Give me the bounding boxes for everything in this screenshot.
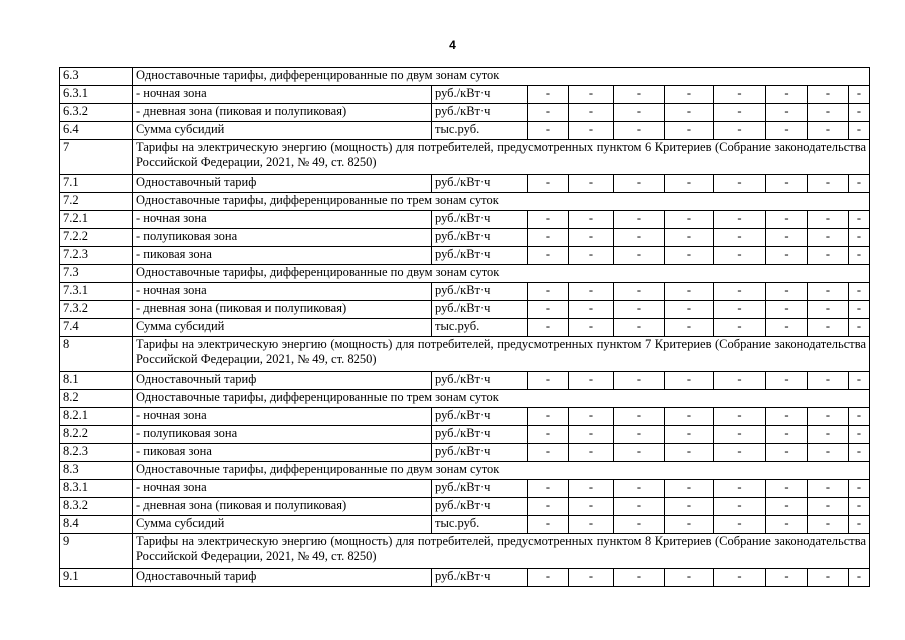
value-cell: - [528, 372, 569, 390]
row-number-cell: 6.3.1 [60, 86, 133, 104]
table-row [60, 480, 870, 498]
unit-cell: руб./кВт·ч [432, 104, 528, 122]
value-cell: - [714, 444, 766, 462]
value-cell: - [614, 211, 665, 229]
row-number-cell: 7 [60, 140, 133, 175]
value-cell: - [528, 283, 569, 301]
value-cell: - [849, 104, 870, 122]
value-cell: - [808, 426, 849, 444]
table-row [60, 86, 870, 104]
unit-cell: руб./кВт·ч [432, 229, 528, 247]
value-cell: - [614, 516, 665, 534]
unit-cell: руб./кВт·ч [432, 283, 528, 301]
table-row [60, 140, 870, 175]
row-number-cell: 8.2 [60, 390, 133, 408]
row-number-cell: 7.2.1 [60, 211, 133, 229]
value-cell: - [714, 247, 766, 265]
table-row [60, 104, 870, 122]
table-row [60, 68, 870, 86]
row-name-cell: - ночная зона [133, 211, 432, 229]
value-cell: - [528, 408, 569, 426]
value-cell: - [714, 175, 766, 193]
value-cell: - [766, 372, 808, 390]
table-row [60, 193, 870, 211]
row-number-cell: 7.3 [60, 265, 133, 283]
section-heading-cell: Одноставочные тарифы, дифференцированные по двум зонам суток [133, 68, 870, 86]
value-cell: - [714, 569, 766, 587]
value-cell: - [766, 301, 808, 319]
value-cell: - [808, 247, 849, 265]
value-cell: - [569, 122, 614, 140]
value-cell: - [528, 480, 569, 498]
page-number: 4 [449, 38, 456, 52]
value-cell: - [614, 175, 665, 193]
row-number-cell: 9.1 [60, 569, 133, 587]
row-name-cell: Одноставочный тариф [133, 569, 432, 587]
value-cell: - [808, 498, 849, 516]
row-name-cell: Сумма субсидий [133, 319, 432, 337]
row-number-cell: 8.2.3 [60, 444, 133, 462]
row-number-cell: 7.2 [60, 193, 133, 211]
unit-cell: тыс.руб. [432, 122, 528, 140]
row-name-cell: - ночная зона [133, 86, 432, 104]
section-heading-cell: Тарифы на электрическую энергию (мощность) для потребителей, предусмотренных пунктом 8 Критериев (Собрание законодательства Российской Федерации, 2021, № 49, ст. 8250) [133, 534, 870, 569]
table-row [60, 319, 870, 337]
table-row [60, 301, 870, 319]
value-cell: - [808, 408, 849, 426]
row-number-cell: 7.2.2 [60, 229, 133, 247]
value-cell: - [528, 301, 569, 319]
value-cell: - [528, 175, 569, 193]
value-cell: - [714, 211, 766, 229]
row-number-cell: 8.3.1 [60, 480, 133, 498]
value-cell: - [569, 211, 614, 229]
row-number-cell: 7.4 [60, 319, 133, 337]
section-heading-cell: Одноставочные тарифы, дифференцированные по двум зонам суток [133, 265, 870, 283]
value-cell: - [665, 301, 714, 319]
unit-cell: руб./кВт·ч [432, 175, 528, 193]
value-cell: - [614, 408, 665, 426]
value-cell: - [766, 175, 808, 193]
value-cell: - [528, 229, 569, 247]
value-cell: - [849, 122, 870, 140]
value-cell: - [808, 569, 849, 587]
value-cell: - [766, 283, 808, 301]
row-name-cell: Одноставочный тариф [133, 175, 432, 193]
value-cell: - [569, 426, 614, 444]
value-cell: - [569, 283, 614, 301]
value-cell: - [849, 372, 870, 390]
value-cell: - [714, 408, 766, 426]
table-row [60, 337, 870, 372]
value-cell: - [569, 175, 614, 193]
value-cell: - [766, 122, 808, 140]
value-cell: - [849, 86, 870, 104]
value-cell: - [665, 569, 714, 587]
value-cell: - [665, 444, 714, 462]
value-cell: - [614, 319, 665, 337]
section-heading-cell: Одноставочные тарифы, дифференцированные по трем зонам суток [133, 193, 870, 211]
value-cell: - [569, 444, 614, 462]
value-cell: - [665, 247, 714, 265]
row-name-cell: - дневная зона (пиковая и полупиковая) [133, 104, 432, 122]
row-number-cell: 7.3.2 [60, 301, 133, 319]
value-cell: - [569, 229, 614, 247]
row-name-cell: - пиковая зона [133, 444, 432, 462]
unit-cell: руб./кВт·ч [432, 211, 528, 229]
value-cell: - [849, 569, 870, 587]
row-name-cell: Одноставочный тариф [133, 372, 432, 390]
row-number-cell: 8.2.1 [60, 408, 133, 426]
value-cell: - [714, 480, 766, 498]
row-number-cell: 7.2.3 [60, 247, 133, 265]
value-cell: - [849, 211, 870, 229]
value-cell: - [808, 122, 849, 140]
value-cell: - [714, 229, 766, 247]
value-cell: - [569, 480, 614, 498]
value-cell: - [528, 86, 569, 104]
value-cell: - [766, 516, 808, 534]
unit-cell: руб./кВт·ч [432, 86, 528, 104]
row-name-cell: - полупиковая зона [133, 426, 432, 444]
tariffs-table [59, 67, 870, 587]
row-name-cell: - дневная зона (пиковая и полупиковая) [133, 498, 432, 516]
value-cell: - [665, 498, 714, 516]
value-cell: - [528, 319, 569, 337]
unit-cell: руб./кВт·ч [432, 408, 528, 426]
value-cell: - [766, 444, 808, 462]
value-cell: - [849, 426, 870, 444]
value-cell: - [766, 480, 808, 498]
row-number-cell: 8 [60, 337, 133, 372]
value-cell: - [665, 372, 714, 390]
unit-cell: руб./кВт·ч [432, 247, 528, 265]
value-cell: - [614, 444, 665, 462]
value-cell: - [569, 86, 614, 104]
section-heading-cell: Одноставочные тарифы, дифференцированные по двум зонам суток [133, 462, 870, 480]
value-cell: - [808, 211, 849, 229]
value-cell: - [849, 319, 870, 337]
value-cell: - [766, 104, 808, 122]
row-number-cell: 7.3.1 [60, 283, 133, 301]
row-name-cell: - ночная зона [133, 283, 432, 301]
table-row [60, 247, 870, 265]
value-cell: - [528, 444, 569, 462]
value-cell: - [849, 229, 870, 247]
row-number-cell: 7.1 [60, 175, 133, 193]
value-cell: - [665, 408, 714, 426]
value-cell: - [614, 104, 665, 122]
value-cell: - [714, 516, 766, 534]
value-cell: - [569, 569, 614, 587]
value-cell: - [849, 408, 870, 426]
value-cell: - [808, 516, 849, 534]
value-cell: - [766, 229, 808, 247]
value-cell: - [665, 480, 714, 498]
table-row [60, 462, 870, 480]
table-body [60, 68, 870, 587]
value-cell: - [569, 301, 614, 319]
value-cell: - [714, 283, 766, 301]
value-cell: - [714, 426, 766, 444]
unit-cell: руб./кВт·ч [432, 569, 528, 587]
row-name-cell: - ночная зона [133, 408, 432, 426]
value-cell: - [614, 229, 665, 247]
value-cell: - [849, 498, 870, 516]
value-cell: - [528, 426, 569, 444]
value-cell: - [528, 498, 569, 516]
value-cell: - [849, 516, 870, 534]
value-cell: - [665, 319, 714, 337]
value-cell: - [766, 569, 808, 587]
value-cell: - [665, 175, 714, 193]
row-name-cell: - дневная зона (пиковая и полупиковая) [133, 301, 432, 319]
value-cell: - [808, 319, 849, 337]
table-row [60, 390, 870, 408]
unit-cell: руб./кВт·ч [432, 444, 528, 462]
value-cell: - [614, 122, 665, 140]
section-heading-cell: Одноставочные тарифы, дифференцированные по трем зонам суток [133, 390, 870, 408]
table-row [60, 283, 870, 301]
table-row [60, 516, 870, 534]
table-row [60, 426, 870, 444]
value-cell: - [614, 247, 665, 265]
value-cell: - [665, 104, 714, 122]
value-cell: - [849, 175, 870, 193]
value-cell: - [528, 516, 569, 534]
value-cell: - [665, 516, 714, 534]
table-row [60, 408, 870, 426]
value-cell: - [528, 211, 569, 229]
value-cell: - [614, 480, 665, 498]
row-name-cell: Сумма субсидий [133, 122, 432, 140]
value-cell: - [569, 408, 614, 426]
value-cell: - [614, 426, 665, 444]
unit-cell: руб./кВт·ч [432, 426, 528, 444]
table-row [60, 534, 870, 569]
value-cell: - [766, 408, 808, 426]
unit-cell: руб./кВт·ч [432, 498, 528, 516]
row-number-cell: 9 [60, 534, 133, 569]
row-number-cell: 8.3 [60, 462, 133, 480]
table-row [60, 498, 870, 516]
value-cell: - [808, 86, 849, 104]
value-cell: - [714, 104, 766, 122]
value-cell: - [714, 122, 766, 140]
table-row [60, 122, 870, 140]
row-name-cell: Сумма субсидий [133, 516, 432, 534]
value-cell: - [808, 104, 849, 122]
table-row [60, 211, 870, 229]
value-cell: - [808, 175, 849, 193]
unit-cell: тыс.руб. [432, 516, 528, 534]
value-cell: - [808, 283, 849, 301]
section-heading-cell: Тарифы на электрическую энергию (мощность) для потребителей, предусмотренных пунктом 7 Критериев (Собрание законодательства Российской Федерации, 2021, № 49, ст. 8250) [133, 337, 870, 372]
value-cell: - [569, 372, 614, 390]
row-number-cell: 8.2.2 [60, 426, 133, 444]
value-cell: - [614, 569, 665, 587]
value-cell: - [665, 283, 714, 301]
value-cell: - [766, 498, 808, 516]
row-name-cell: - ночная зона [133, 480, 432, 498]
value-cell: - [766, 319, 808, 337]
value-cell: - [766, 426, 808, 444]
value-cell: - [614, 372, 665, 390]
value-cell: - [849, 283, 870, 301]
table-row [60, 444, 870, 462]
value-cell: - [665, 229, 714, 247]
value-cell: - [714, 319, 766, 337]
value-cell: - [849, 480, 870, 498]
row-name-cell: - полупиковая зона [133, 229, 432, 247]
value-cell: - [849, 247, 870, 265]
value-cell: - [808, 480, 849, 498]
value-cell: - [614, 283, 665, 301]
value-cell: - [714, 372, 766, 390]
value-cell: - [665, 86, 714, 104]
value-cell: - [808, 229, 849, 247]
value-cell: - [714, 498, 766, 516]
section-heading-cell: Тарифы на электрическую энергию (мощность) для потребителей, предусмотренных пунктом 6 Критериев (Собрание законодательства Российской Федерации, 2021, № 49, ст. 8250) [133, 140, 870, 175]
value-cell: - [766, 247, 808, 265]
table-row [60, 229, 870, 247]
value-cell: - [665, 211, 714, 229]
unit-cell: руб./кВт·ч [432, 301, 528, 319]
table-row [60, 372, 870, 390]
value-cell: - [808, 444, 849, 462]
value-cell: - [614, 498, 665, 516]
value-cell: - [808, 301, 849, 319]
row-name-cell: - пиковая зона [133, 247, 432, 265]
row-number-cell: 6.4 [60, 122, 133, 140]
unit-cell: тыс.руб. [432, 319, 528, 337]
value-cell: - [528, 122, 569, 140]
value-cell: - [528, 247, 569, 265]
value-cell: - [665, 426, 714, 444]
value-cell: - [665, 122, 714, 140]
table-row [60, 265, 870, 283]
row-number-cell: 6.3.2 [60, 104, 133, 122]
value-cell: - [528, 104, 569, 122]
value-cell: - [569, 104, 614, 122]
unit-cell: руб./кВт·ч [432, 480, 528, 498]
value-cell: - [614, 301, 665, 319]
value-cell: - [849, 444, 870, 462]
value-cell: - [569, 516, 614, 534]
table-row [60, 569, 870, 587]
value-cell: - [569, 498, 614, 516]
value-cell: - [766, 86, 808, 104]
value-cell: - [714, 86, 766, 104]
unit-cell: руб./кВт·ч [432, 372, 528, 390]
row-number-cell: 8.4 [60, 516, 133, 534]
row-number-cell: 6.3 [60, 68, 133, 86]
table-row [60, 175, 870, 193]
value-cell: - [569, 247, 614, 265]
value-cell: - [849, 301, 870, 319]
value-cell: - [714, 301, 766, 319]
value-cell: - [808, 372, 849, 390]
value-cell: - [528, 569, 569, 587]
row-number-cell: 8.3.2 [60, 498, 133, 516]
value-cell: - [766, 211, 808, 229]
value-cell: - [614, 86, 665, 104]
row-number-cell: 8.1 [60, 372, 133, 390]
value-cell: - [569, 319, 614, 337]
